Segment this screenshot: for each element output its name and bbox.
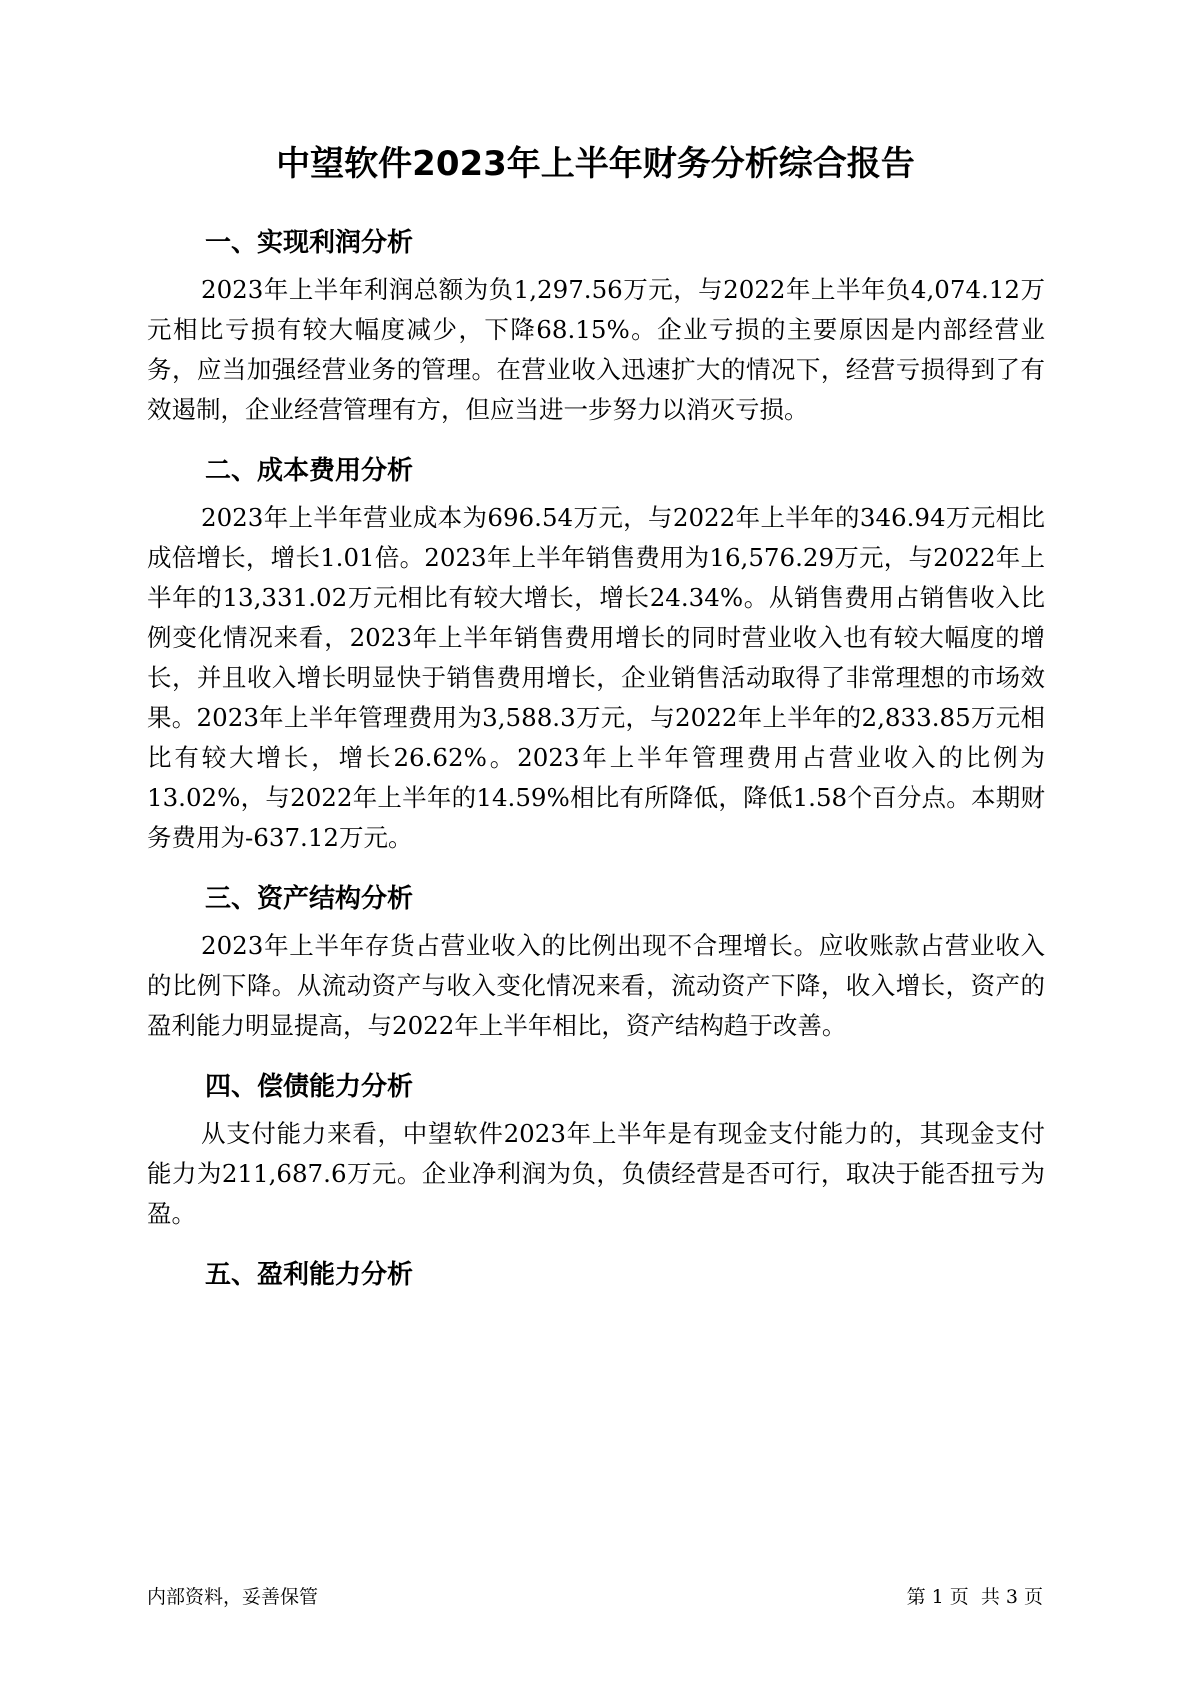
section-paragraph: 2023年上半年利润总额为负1,297.56万元，与2022年上半年负4,074.12万元相比亏损有较大幅度减少，下降68.15%。企业亏损的主要原因是内部经营业务，应当加强经营业务的管理。在营业收入迅速扩大的情况下，经营亏损得到了有效遏制，企业经营管理有方，但应当进一步努力以消灭亏损。 [147, 275, 1045, 424]
footer-page-number: 第 1 页 共 3 页 [906, 1586, 1043, 1608]
section-paragraph: 2023年上半年存货占营业收入的比例出现不合理增长。应收账款占营业收入的比例下降。从流动资产与收入变化情况来看，流动资产下降，收入增长，资产的盈利能力明显提高，与2022年上半年相比，资产结构趋于改善。 [147, 931, 1045, 1040]
section-profit-analysis [147, 220, 1045, 430]
section-heading: 四、偿债能力分析 [205, 1072, 414, 1102]
section-solvency [147, 1064, 1045, 1234]
report-body [147, 220, 1045, 1302]
footer-confidential-note: 内部资料，妥善保管 [147, 1586, 319, 1608]
section-heading: 二、成本费用分析 [205, 456, 414, 486]
section-asset-structure [147, 876, 1045, 1046]
section-heading: 一、实现利润分析 [205, 228, 414, 258]
section-paragraph: 从支付能力来看，中望软件2023年上半年是有现金支付能力的，其现金支付能力为211,687.6万元。企业净利润为负，负债经营是否可行，取决于能否扭亏为盈。 [147, 1119, 1045, 1228]
section-paragraph: 2023年上半年营业成本为696.54万元，与2022年上半年的346.94万元相比成倍增长，增长1.01倍。2023年上半年销售费用为16,576.29万元，与2022年上半年的13,331.02万元相比有较大增长，增长24.34%。从销售费用占销售收入比例变化情况来看，2023年上半年销售费用增长的同时营业收入也有较大幅度的增长，并且收入增长明显快于销售费用增长，企业销售活动取得了非常理想的市场效果。2023年上半年管理费用为3,588.3万元，与2022年上半年的2,833.85万元相比有较大增长，增长26.62%。2023年上半年管理费用占营业收入的比例为13.02%，与2022年上半年的14.59%相比有所降低，降低1.58个百分点。本期财务费用为-637.12万元。 [147, 503, 1045, 852]
section-heading: 三、资产结构分析 [205, 884, 414, 914]
section-heading: 五、盈利能力分析 [205, 1260, 414, 1290]
document-title: 中望软件2023年上半年财务分析综合报告 [276, 144, 915, 184]
section-cost-analysis [147, 448, 1045, 858]
section-profitability [147, 1252, 1045, 1298]
